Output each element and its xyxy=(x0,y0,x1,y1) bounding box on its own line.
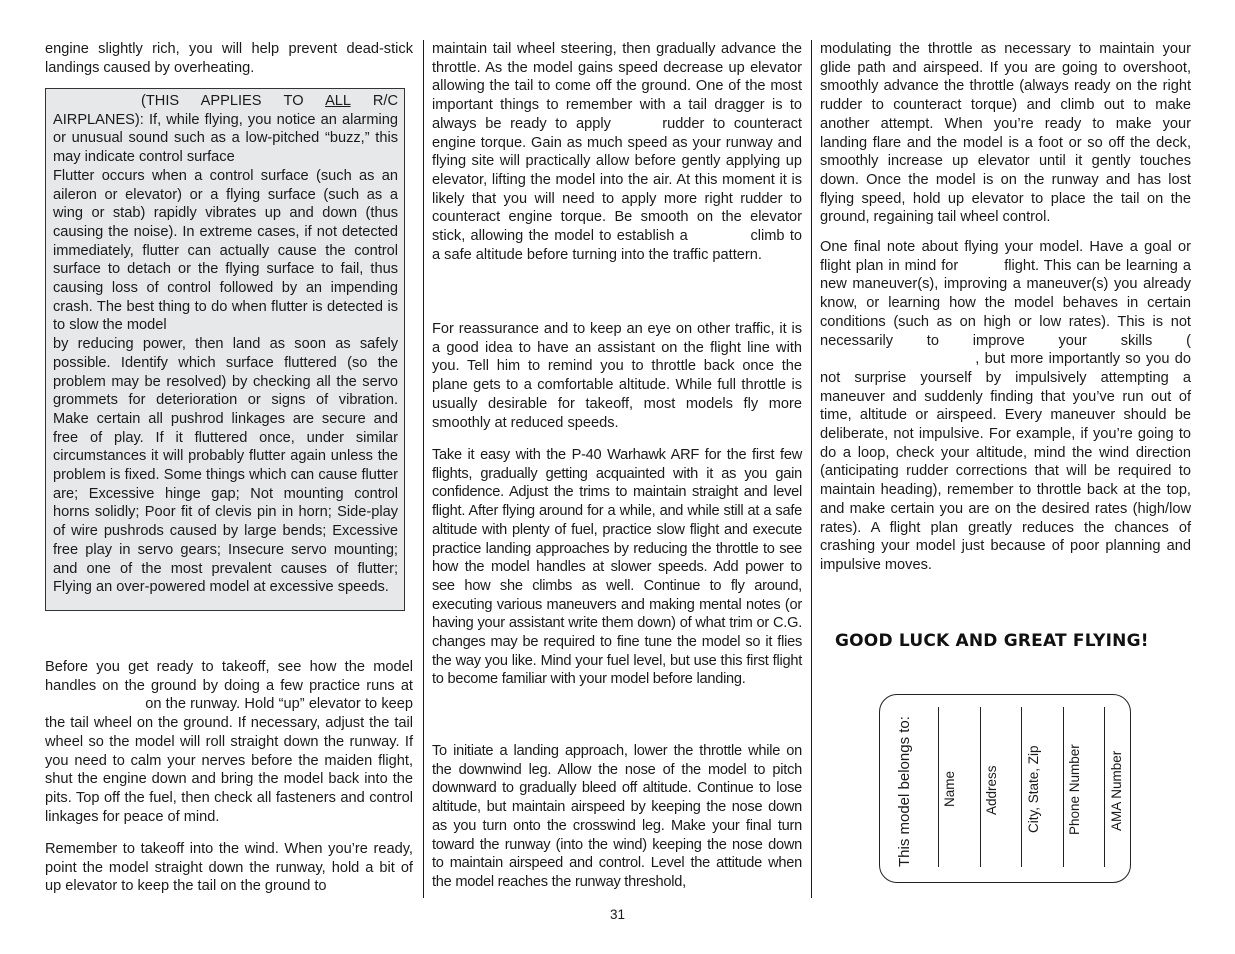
takeoff-text-a: Before you get ready to takeoff, see how the model handles on the ground by doing a few practice runs at xyxy=(45,659,413,694)
owner-tag-line-ama xyxy=(1104,707,1105,867)
assistant-paragraph: For reassurance and to keep an eye on other traffic, it is a good idea to have an assistant on the flight line with you. Tell him to remind you to throttle back once the plane gets to a comfortable altitude. While full throttle is usually desirable for takeoff, most models fly more smoothly at reduced speeds. xyxy=(432,321,802,431)
col2-p1-c: climb to a safe altitude before turning into the traffic pattern. xyxy=(432,228,802,263)
col3-p2-b: flight. This can be learning a new maneuver(s), improving a maneuver(s) you already know, or learning how the model behaves in certain conditions (such as on high or low rates). This is not necessarily to improve your skills ( xyxy=(820,257,1192,349)
warning-text-3: by reducing power, then land as soon as safely possible. Identify which surface fluttered (so the problem may be resolved) by checking all the servo grommets for deterioration or signs of vibration. Make certain all pushrod linkages are secure and free of play. If it fluttered once, under similar circumstances it will probably flutter again unless the problem is fixed. Some things which can cause flutter are; Excessive hinge gap; Not mounting control horns solidly; Poor fit of clevis pin in horn; Side-play of wire pushrods caused by large bends; Excessive free play in servo gears; Insecure servo mounting; and one of the most prevalent causes of flutter; Flying an over-powered model at excessive speeds. xyxy=(53,336,398,596)
owner-tag-title: This model belongs to: xyxy=(896,716,913,867)
remember-paragraph: Remember to takeoff into the wind. When you’re ready, point the model straight down the runway, hold a bit of up elevator to keep the tail on the ground to xyxy=(45,841,413,895)
warning-all: ALL xyxy=(325,93,351,109)
first-flight-paragraph: Take it easy with the P-40 Warhawk ARF for the first few flights, gradually getting acquainted with it as you gain confidence. Adjust the trims to maintain straight and level flight. After flying around for a while, and while still at a safe altitude with plenty of fuel, practice slow flight and execute practice landing approaches by reducing the throttle to see how the model handles at slower speeds. Add power to see how she climbs as well. Continue to fly around, executing various maneuvers and making mental notes (or having your assistant write them down) of what trim or C.G. changes may be required to fine tune the model so it flies the way you like. Mind your fuel level, but use this first flight to become familiar with your model before landing. xyxy=(432,447,802,688)
col2-p1-b: rudder to counteract engine torque. Gain as much speed as your runway and flying site will practically allow before gently applying up elevator, lifting the model into the air. At this moment it is likely that you will need to apply more right rudder to counteract engine torque. Be smooth on the elevator stick, allowing the model to establish a xyxy=(432,115,802,245)
intro-paragraph: engine slightly rich, you will help prevent dead-stick landings caused by overheating. xyxy=(45,41,413,76)
column-divider-left xyxy=(423,40,424,898)
column-divider-right xyxy=(811,40,812,898)
landing-paragraph: To initiate a landing approach, lower the throttle while on the downwind leg. Allow the nose of the model to pitch downward to gradually bleed off altitude. Continue to lose altitude, but maintain airspeed by keeping the nose down as you turn onto the crosswind leg. Make your final turn toward the runway (into the wind) keeping the nose down to maintain airspeed and control. Level the attitude when the model reaches the runway threshold, xyxy=(432,743,802,890)
col3-p2-a: One final note about flying your model. Have a goal or flight plan in mind for xyxy=(820,239,1191,274)
col3-p2-c: , but more importantly so you do not surprise yourself by impulsively attempting a maneuver and suddenly finding that you’ve run out of time, altitude or airspeed. Every maneuver should be deliberate, not impulsive. For example, if you’re going to do a loop, check your altitude, mind the wind direction (anticipating rudder corrections that will be required to maintain heading), remember to throttle back at the top, and make certain you are on the desired rates (high/low rates). A flight plan greatly reduces the chances of crashing your model just because of poor planning and impulsive moves. xyxy=(820,351,1191,573)
takeoff-text-b: on the runway. Hold “up” elevator to keep the tail wheel on the ground. If necessary, adjust the tail wheel so the model will roll straight down the runway. If you need to calm your nerves before the maiden flight, shut the engine down and bring the model back into the pits. Top off the fuel, then check all fasteners and control linkages for peace of mind. xyxy=(45,696,413,825)
owner-tag xyxy=(879,694,1131,883)
warning-lead: (THIS APPLIES TO xyxy=(141,93,304,109)
owner-tag-line-name xyxy=(938,707,939,867)
good-luck-heading: GOOD LUCK AND GREAT FLYING! xyxy=(835,631,1149,651)
page-number: 31 xyxy=(609,907,626,922)
final-note-paragraph xyxy=(820,238,1191,575)
col2-p1-a: maintain tail wheel steering, then gradually advance the throttle. As the model gains speed decrease up elevator allowing the tail to come off the ground. One of the most important things to remember with a tail dragger is to always be ready to apply xyxy=(432,41,802,132)
owner-tag-field-name: Name xyxy=(942,770,957,807)
takeoff-paragraph xyxy=(45,658,413,826)
owner-tag-line-address xyxy=(980,707,981,867)
warning-text-2: Flutter occurs when a control surface (such as an aileron or elevator) or a flying surface (such as a wing or stab) rapidly vibrates up and down (thus causing the noise). In extreme cases, if not detected immediately, flutter can actually cause the control surface to detach or the flying surface to fail, thus causing loss of control followed by an impending crash. The best thing to do when flutter is detected is to slow the model xyxy=(53,167,398,334)
owner-tag-field-phone: Phone Number xyxy=(1067,744,1082,835)
takeoff-roll-paragraph xyxy=(432,40,802,264)
warning-text-1 xyxy=(53,92,398,167)
landing-continued-paragraph: modulating the throttle as necessary to maintain your glide path and airspeed. If you are going to overshoot, smoothly advance the throttle (always ready on the right rudder to counteract torque) and climb out to make another attempt. When you’re ready to make your landing flare and the model is a foot or so off the deck, smoothly increase up elevator until it gently touches down. Once the model is on the runway and has lost flying speed, hold up elevator to place the tail on the ground, regaining tail wheel control. xyxy=(820,41,1191,226)
owner-tag-line-phone xyxy=(1063,707,1064,867)
owner-tag-field-address: Address xyxy=(984,765,999,815)
flutter-warning-box xyxy=(45,88,405,611)
warning-rc: R/C xyxy=(372,93,398,109)
owner-tag-field-ama: AMA Number xyxy=(1109,750,1124,831)
warning-body-1: AIRPLANES): If, while flying, you notice an alarming or unusual sound such as a low-pitched “buzz,” this may indicate control surface xyxy=(53,111,398,166)
owner-tag-line-city xyxy=(1021,707,1022,867)
owner-tag-field-city: City, State, Zip xyxy=(1026,745,1041,833)
